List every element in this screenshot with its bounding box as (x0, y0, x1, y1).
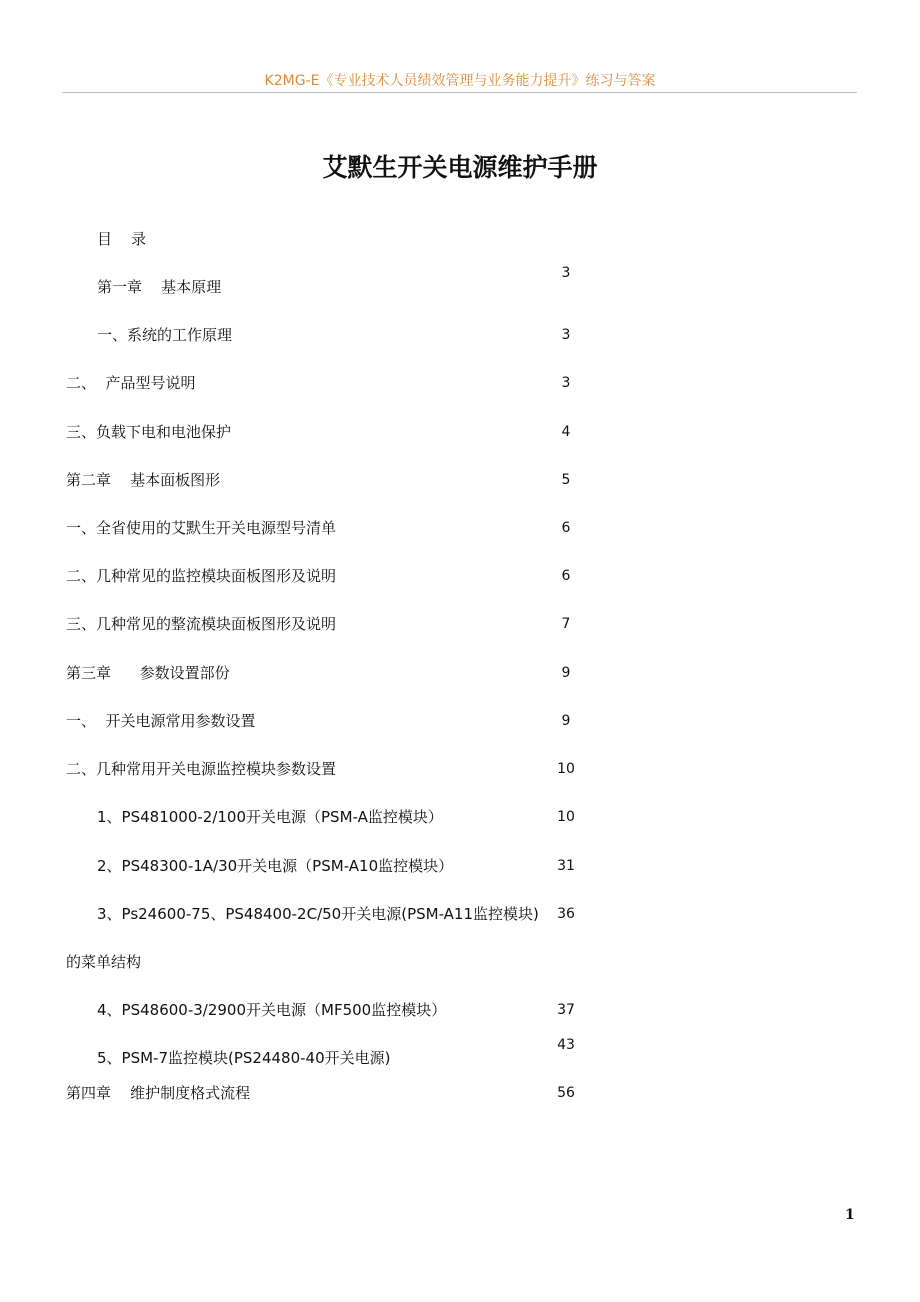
toc-entry-page: 3 (561, 375, 571, 391)
toc-entry-page: 9 (561, 713, 571, 729)
toc-entry-text: 第四章 维护制度格式流程 (66, 1084, 251, 1102)
toc-entry-text: 二、 产品型号说明 (66, 374, 196, 392)
toc-entry-page: 43 (557, 1037, 575, 1053)
toc-heading: 目 录 (97, 230, 147, 248)
toc-entry-text: 一、系统的工作原理 (97, 326, 233, 344)
toc-entry-text: 第一章 基本原理 (97, 278, 222, 296)
toc-entry-text: 第三章 参数设置部份 (66, 664, 230, 682)
toc-entry-page: 10 (557, 809, 575, 825)
toc-entry-text: 一、全省使用的艾默生开关电源型号清单 (66, 519, 337, 537)
document-title: 艾默生开关电源维护手册 (322, 153, 598, 182)
toc-entry-text: 5、PSM-7监控模块(PS24480-40开关电源) (97, 1049, 391, 1067)
toc-entry-page: 10 (557, 761, 575, 777)
toc-entry-page: 36 (557, 906, 575, 922)
toc-entry-page: 37 (557, 1002, 575, 1018)
toc-entry-page: 7 (561, 616, 571, 632)
running-header: K2MG-E《专业技术人员绩效管理与业务能力提升》练习与答案 (264, 73, 656, 89)
toc-entry-page: 6 (561, 520, 571, 536)
page-number: 1 (845, 1207, 855, 1223)
toc-entry-text: 1、PS481000-2/100开关电源（PSM-A监控模块） (97, 808, 443, 826)
toc-entry-page: 3 (561, 327, 571, 343)
toc-entry-page: 56 (557, 1085, 575, 1101)
toc-entry-page: 9 (561, 665, 571, 681)
header-divider (62, 92, 857, 93)
toc-entry-text: 二、几种常用开关电源监控模块参数设置 (66, 760, 337, 778)
toc-entry-text: 三、负载下电和电池保护 (66, 423, 232, 441)
toc-entry-text: 二、几种常见的监控模块面板图形及说明 (66, 567, 337, 585)
toc-entry-text: 4、PS48600-3/2900开关电源（MF500监控模块） (97, 1001, 447, 1019)
toc-entry-page: 5 (561, 472, 571, 488)
toc-entry-text: 2、PS48300-1A/30开关电源（PSM-A10监控模块） (97, 857, 454, 875)
toc-entry-text: 3、Ps24600-75、PS48400-2C/50开关电源(PSM-A11监控模块) (97, 905, 539, 923)
toc-entry-text: 第二章 基本面板图形 (66, 471, 221, 489)
toc-entry-page: 31 (557, 858, 575, 874)
toc-entry-page: 6 (561, 568, 571, 584)
toc-entry-page: 4 (561, 424, 571, 440)
toc-entry-page: 3 (561, 265, 571, 281)
toc-entry-text: 的菜单结构 (66, 953, 142, 971)
toc-entry-text: 三、几种常见的整流模块面板图形及说明 (66, 615, 337, 633)
toc-entry-text: 一、 开关电源常用参数设置 (66, 712, 256, 730)
